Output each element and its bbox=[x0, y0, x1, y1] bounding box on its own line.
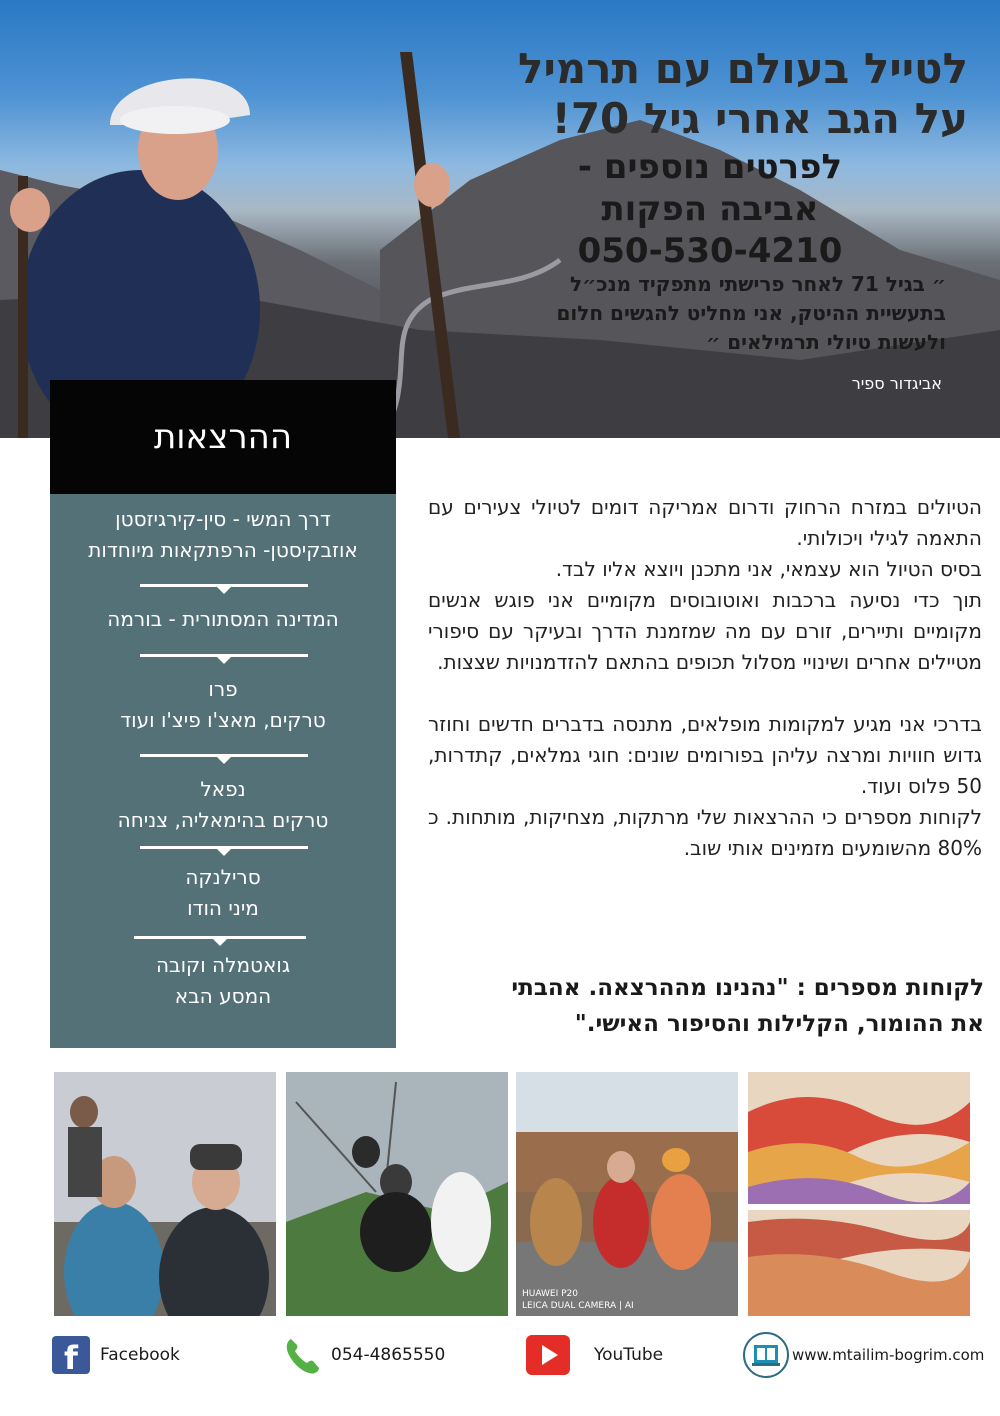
body-text bbox=[428, 492, 982, 864]
divider-arrow bbox=[140, 654, 308, 657]
photo-caption-2: LEICA DUAL CAMERA | AI bbox=[522, 1301, 634, 1311]
hero-title bbox=[348, 44, 968, 144]
paragraph-3: תוך כדי נסיעה ברכבות ואוטובוסים מקומיים אני פוגש אנשים מקומיים ותיירים, זורם עם מה שמזמנת הדרך ובעיקר עם סיפורי מטיילים אחרים ושינויי מסלול תכופים בהתאם להזדמנויות שצצות. bbox=[428, 588, 982, 674]
website-link[interactable] bbox=[742, 1330, 984, 1380]
photo-trekkers bbox=[54, 1072, 276, 1316]
youtube-label: YouTube bbox=[594, 1345, 664, 1365]
facebook-label: Facebook bbox=[100, 1345, 180, 1365]
testimonial bbox=[436, 970, 984, 1042]
phone-link[interactable] bbox=[283, 1330, 445, 1380]
photo-paragliding bbox=[286, 1072, 508, 1316]
testimonial-line-2: את ההומור, הקלילות והסיפור האישי." bbox=[574, 1011, 984, 1037]
youtube-link[interactable] bbox=[524, 1330, 663, 1380]
lecture-title: דרך המשי - סין-קירגיזסטן bbox=[115, 507, 331, 531]
youtube-icon bbox=[524, 1333, 572, 1377]
lecture-item bbox=[50, 674, 396, 736]
paragraph-1: הטיולים במזרח הרחוק ודרום אמריקה דומים לטיולי צעירים עם התאמה לגילי ויכולותי. bbox=[428, 495, 982, 550]
divider-arrow bbox=[140, 846, 308, 849]
paragraph-5: לקוחות מספרים כי ההרצאות שלי מרתקות, מצחיקות, מותחות. כ 80% מהשומעים מזמינים אותי שוב. bbox=[428, 805, 982, 860]
paragraph-2: בסיס הטיול הוא עצמאי, אני מתכנן ויוצא אליו לבד. bbox=[555, 557, 982, 581]
divider-arrow bbox=[140, 584, 308, 587]
contact-line-2: אביבה הפקות bbox=[601, 189, 819, 229]
hero-banner bbox=[0, 0, 1000, 438]
lecture-subtitle: מיני הודו bbox=[187, 896, 259, 920]
phone-icon bbox=[283, 1335, 321, 1375]
lectures-header bbox=[50, 380, 396, 494]
lecture-title: גואטמלה וקובה bbox=[155, 953, 291, 977]
svg-text:f: f bbox=[64, 1339, 78, 1374]
facebook-link[interactable] bbox=[52, 1330, 180, 1380]
website-icon bbox=[742, 1331, 790, 1379]
lecture-item bbox=[50, 604, 396, 635]
testimonial-line-1: לקוחות מספרים : "נהנינו מההרצאה. אהבתי bbox=[511, 975, 984, 1001]
hero-quote bbox=[426, 270, 946, 357]
lecture-subtitle: טרקים בהימאליה, צניחה bbox=[117, 808, 329, 832]
hero-contact bbox=[520, 146, 900, 272]
lecture-item bbox=[50, 774, 396, 836]
lecture-title: פרו bbox=[208, 677, 238, 701]
phone-label: 054-4865550 bbox=[331, 1345, 446, 1365]
quote-line-2: בתעשיית ההיטק, אני מחליט להגשים חלום bbox=[556, 301, 946, 325]
contact-line-1: לפרטים נוספים - bbox=[577, 147, 843, 187]
paragraph-4: בדרכי אני מגיע למקומות מופלאים, מתנסה בדברים חדשים וחוזר גדוש חוויות ומרצה עליהן בפורומים שונים: חוגי גמלאים, קתדרות, 50 פלוס ועוד. bbox=[428, 712, 982, 798]
divider-arrow bbox=[134, 936, 306, 939]
lecture-title: המדינה המסתורית - בורמה bbox=[107, 607, 339, 631]
lecture-title: נפאל bbox=[200, 777, 246, 801]
quote-line-3: ולעשות טיולי תרמילאים ״ bbox=[706, 330, 946, 354]
divider-arrow bbox=[140, 754, 308, 757]
photo-rainbow-mountains bbox=[748, 1072, 970, 1316]
quote-author: אביגדור ספיר bbox=[851, 374, 942, 393]
contact-phone: 050-530-4210 bbox=[577, 231, 843, 271]
lecture-subtitle: טרקים, מאצ'ו פיצ'ו ועוד bbox=[120, 708, 326, 732]
hero-title-line-2: על הגב אחרי גיל 70! bbox=[551, 94, 968, 143]
hero-title-line-1: לטייל בעולם עם תרמיל bbox=[518, 44, 968, 93]
lecture-item bbox=[50, 950, 396, 1012]
lectures-list bbox=[50, 494, 396, 1048]
photo-caption-1: HUAWEI P20 bbox=[522, 1289, 578, 1299]
lecture-title: סרילנקה bbox=[185, 865, 261, 889]
lecture-subtitle: המסע הבא bbox=[174, 984, 272, 1008]
website-label: www.mtailim-bogrim.com bbox=[792, 1346, 985, 1364]
lecture-item bbox=[50, 862, 396, 924]
quote-line-1: ״ בגיל 71 לאחר פרישתי מתפקיד מנכ״ל bbox=[569, 272, 946, 296]
lectures-title: ההרצאות bbox=[153, 417, 293, 457]
facebook-icon bbox=[52, 1336, 90, 1374]
lecture-item bbox=[50, 504, 396, 566]
photo-sadhus bbox=[516, 1072, 738, 1316]
lecture-subtitle: אוזבקיסטן- הרפתקאות מיוחדות bbox=[88, 538, 358, 562]
